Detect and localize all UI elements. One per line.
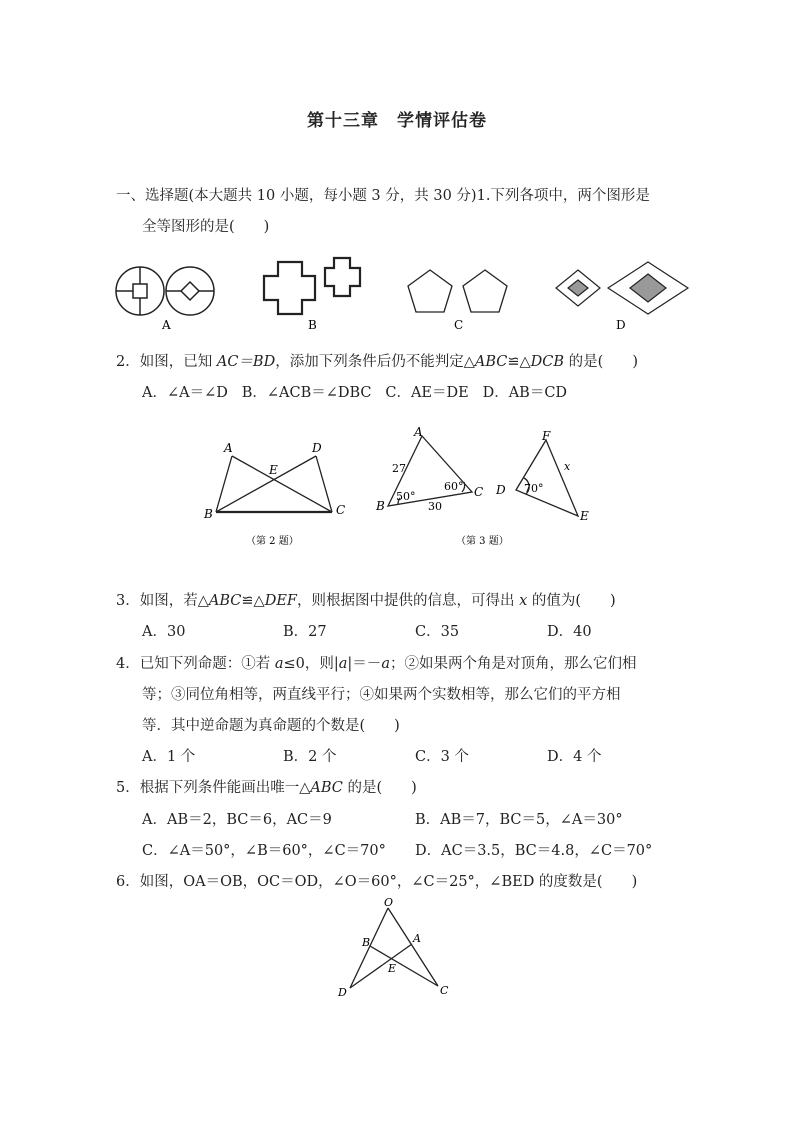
svg-text:D: D xyxy=(496,483,506,497)
q1-figures xyxy=(100,248,700,338)
q1-label-c: C xyxy=(454,318,464,332)
q4-option-b: B．2 个 xyxy=(283,749,337,765)
q1-text: 全等图形的是( ) xyxy=(142,219,270,235)
q3-option-a: A．30 xyxy=(142,624,186,640)
fig2-caption: （第 2 题） xyxy=(246,536,299,547)
q3-option-d: D．40 xyxy=(547,624,592,640)
q2-text: 2．如图，已知 AC＝BD，添加下列条件后仍不能判定△ABC≌△DCB 的是( ) xyxy=(116,354,638,370)
svg-text:A: A xyxy=(413,932,421,945)
section-heading: 一、选择题(本大题共 10 小题，每小题 3 分，共 30 分)1.下列各项中，两个图形是 xyxy=(116,188,650,204)
q2-options xyxy=(142,383,567,403)
q2-option-b: B．∠ACB＝∠DBC xyxy=(241,385,372,401)
figure-3 xyxy=(370,422,610,552)
svg-text:C: C xyxy=(440,984,449,997)
q5-option-b: B．AB＝7，BC＝5，∠A＝30° xyxy=(415,812,623,828)
svg-text:F: F xyxy=(542,429,551,443)
svg-text:x: x xyxy=(564,460,571,473)
svg-text:E: E xyxy=(269,463,278,477)
svg-text:60°: 60° xyxy=(444,480,464,493)
q2-option-c: C．AE＝DE xyxy=(385,385,469,401)
q4-text-line1: 4．已知下列命题：①若 a≤0，则|a|＝－a；②如果两个角是对顶角，那么它们相 xyxy=(116,656,637,672)
q1-fig-a xyxy=(116,267,214,315)
figure-6 xyxy=(332,896,462,1006)
svg-text:B: B xyxy=(376,499,385,513)
q3-option-b: B．27 xyxy=(283,624,327,640)
svg-text:50°: 50° xyxy=(396,490,416,503)
q3-option-c: C．35 xyxy=(415,624,460,640)
q2-option-a: A．∠A＝∠D xyxy=(142,385,228,401)
svg-text:D: D xyxy=(338,986,347,999)
q6-text: 6．如图，OA＝OB，OC＝OD，∠O＝60°，∠C＝25°，∠BED 的度数是( ) xyxy=(116,874,638,890)
q1-fig-c xyxy=(408,270,507,312)
svg-text:B: B xyxy=(204,507,213,521)
q3-text: 3．如图，若△ABC≌△DEF，则根据图中提供的信息，可得出 x 的值为( ) xyxy=(116,593,616,609)
svg-text:A: A xyxy=(414,425,423,439)
svg-text:C: C xyxy=(474,485,484,499)
svg-text:E: E xyxy=(580,509,589,523)
q5-option-a: A．AB＝2，BC＝6，AC＝9 xyxy=(142,812,332,828)
q4-option-c: C．3 个 xyxy=(415,749,469,765)
svg-text:27: 27 xyxy=(392,462,406,475)
q1-fig-b xyxy=(264,258,360,314)
q5-option-c: C．∠A＝50°，∠B＝60°，∠C＝70° xyxy=(142,843,386,859)
q1-fig-d xyxy=(556,262,688,314)
svg-text:D: D xyxy=(312,441,322,455)
q1-label-b: B xyxy=(308,318,317,332)
q1-label-a: A xyxy=(162,318,171,332)
svg-text:E: E xyxy=(388,962,397,975)
q2-option-d: D．AB＝CD xyxy=(482,385,568,401)
svg-text:70°: 70° xyxy=(524,482,544,495)
q5-option-d: D．AC＝3.5，BC＝4.8，∠C＝70° xyxy=(415,843,653,859)
figure-2 xyxy=(196,436,356,552)
q4-option-a: A．1 个 xyxy=(142,749,196,765)
page-title: 第十三章 学情评估卷 xyxy=(307,111,487,131)
svg-text:A: A xyxy=(224,441,233,455)
svg-text:O: O xyxy=(384,896,394,909)
q5-text: 5．根据下列条件能画出唯一△ABC 的是( ) xyxy=(116,780,417,796)
svg-text:B: B xyxy=(362,936,371,949)
q4-text-line3: 等．其中逆命题为真命题的个数是( ) xyxy=(142,718,400,734)
q4-option-d: D．4 个 xyxy=(547,749,602,765)
q1-label-d: D xyxy=(616,318,626,332)
svg-text:C: C xyxy=(336,503,346,517)
fig3-caption: （第 3 题） xyxy=(456,536,509,547)
q4-text-line2: 等；③同位角相等，两直线平行；④如果两个实数相等，那么它们的平方相 xyxy=(142,687,621,703)
svg-text:30: 30 xyxy=(428,500,442,513)
